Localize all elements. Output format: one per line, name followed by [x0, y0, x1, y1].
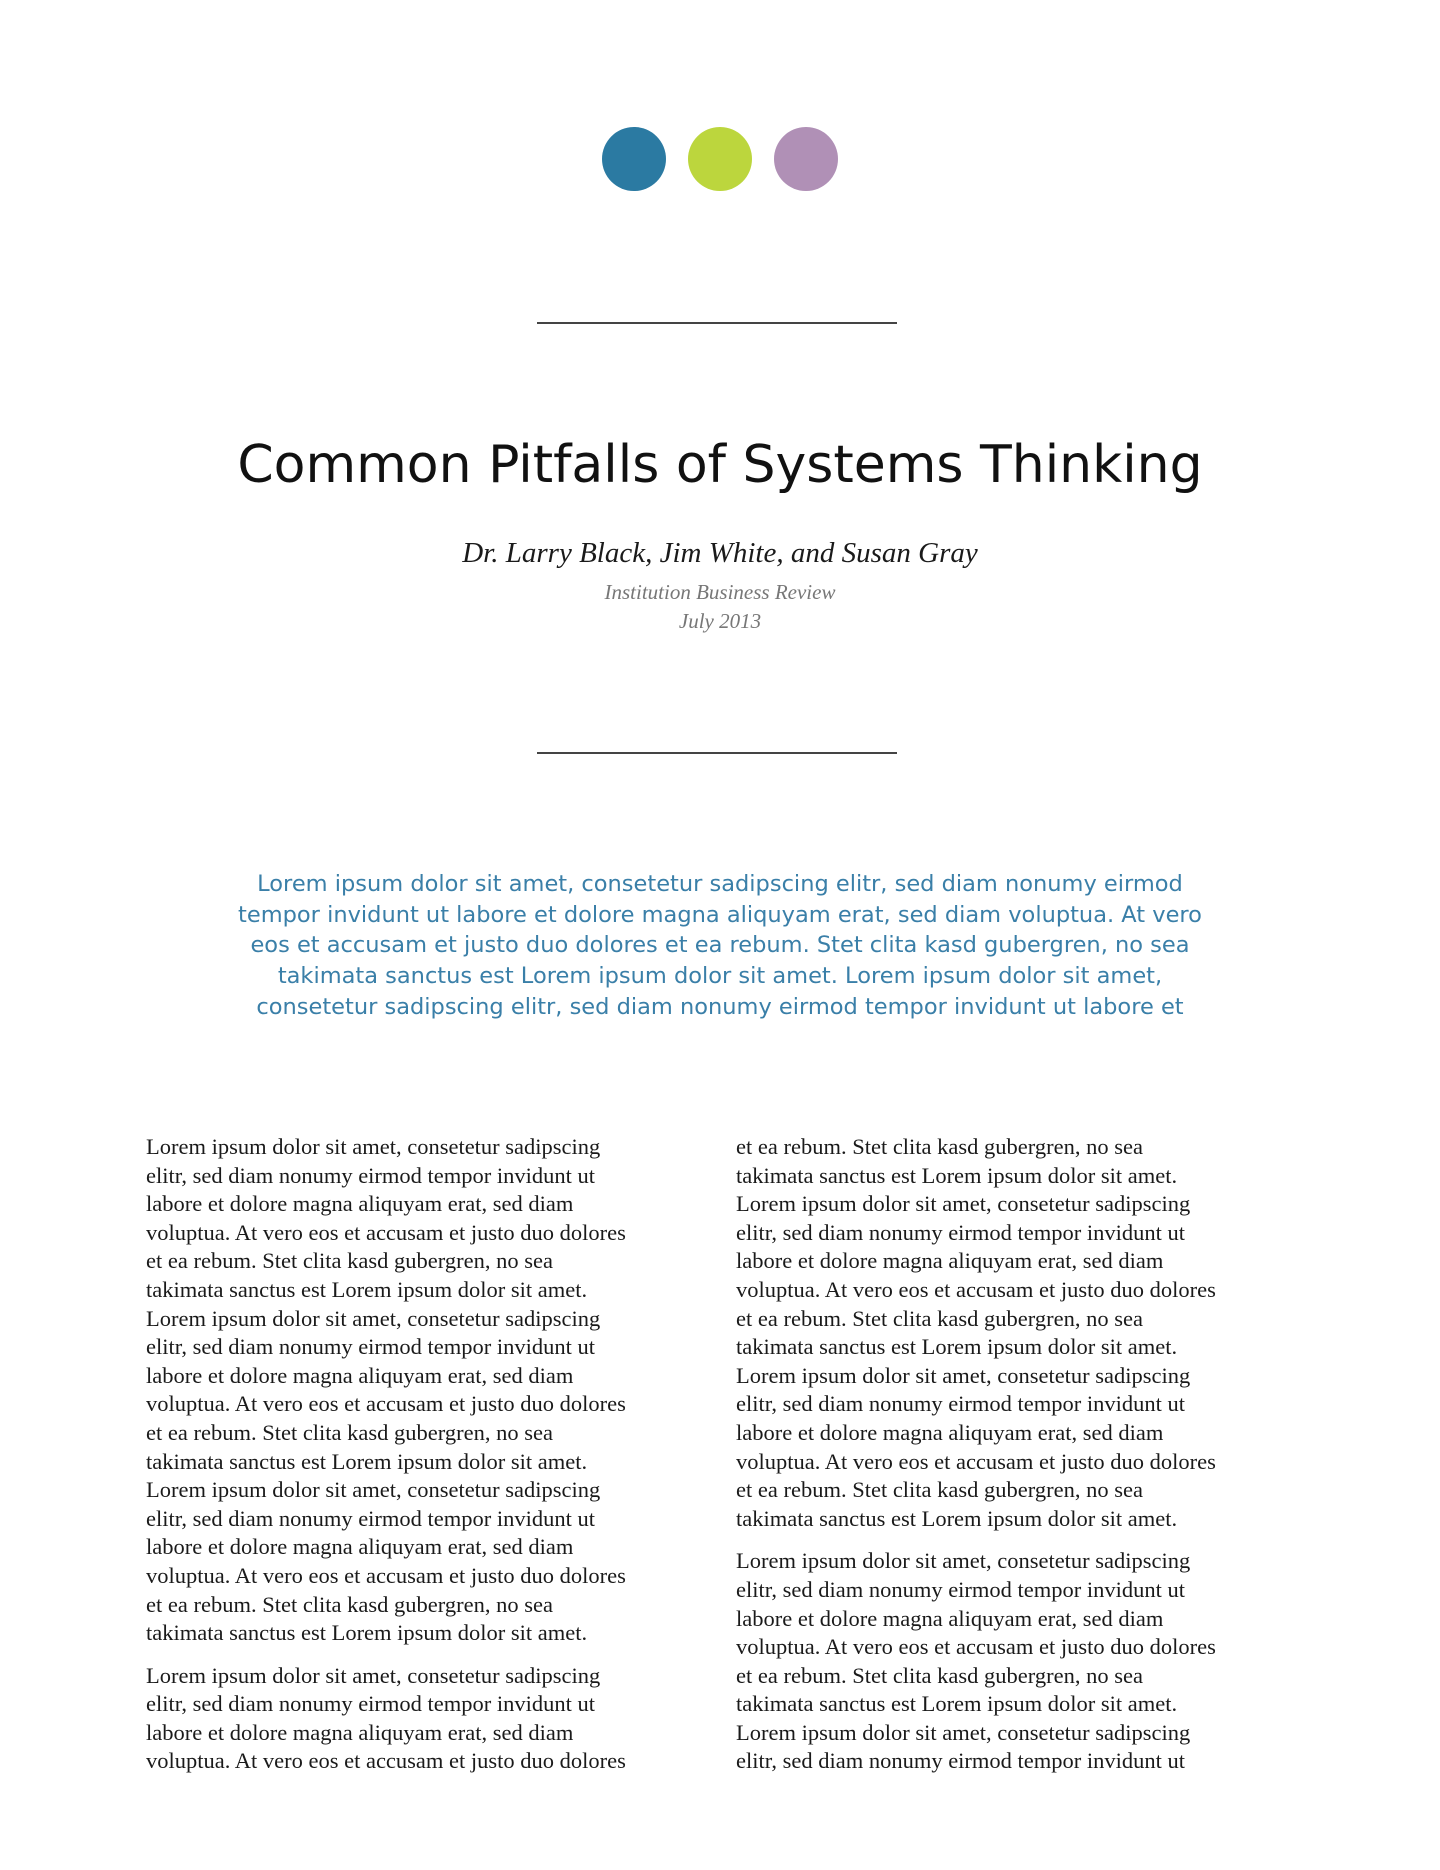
- bottom-divider: [537, 752, 897, 754]
- paragraph: Lorem ipsum dolor sit amet, consetetur sadipscing elitr, sed diam nonumy eirmod tempor invidunt ut labore et dolore magna aliquyam erat, sed diam voluptua. At vero eos et accusam et justo duo dolores: [146, 1662, 626, 1773]
- paragraph: Lorem ipsum dolor sit amet, consetetur sadipscing elitr, sed diam nonumy eirmod tempor invidunt ut labore et dolore magna aliquyam erat, sed diam voluptua. At vero eos et accusam et justo duo dolores et ea rebum. Stet clita kasd gubergren, no sea takimata sanctus est Lorem ipsum dolor sit amet. Lorem ipsum dolor sit amet, consetetur sadipscing elitr, sed diam nonumy eirmod tempor invidunt ut labore et dolore magna aliquyam erat, sed diam voluptua. At vero eos et accusam et justo duo dolores et ea rebum. Stet clita kasd gubergren, no sea takimata sanctus est Lorem ipsum dolor sit amet. Lorem ipsum dolor sit amet, consetetur sadipscing elitr, sed diam nonumy eirmod tempor invidunt ut labore et dolore magna aliquyam erat, sed diam voluptua. At vero eos et accusam et justo duo dolores et ea rebum. Stet clita kasd gubergren, no sea takimata sanctus est Lorem ipsum dolor sit amet.: [146, 1134, 626, 1646]
- paragraph: Lorem ipsum dolor sit amet, consetetur sadipscing elitr, sed diam nonumy eirmod tempor invidunt ut labore et dolore magna aliquyam erat, sed diam voluptua. At vero eos et accusam et justo duo dolores et ea rebum. Stet clita kasd gubergren, no sea takimata sanctus est Lorem ipsum dolor sit amet. Lorem ipsum dolor sit amet, consetetur sadipscing elitr, sed diam nonumy eirmod tempor invidunt ut: [736, 1548, 1216, 1773]
- paragraph: et ea rebum. Stet clita kasd gubergren, no sea takimata sanctus est Lorem ipsum dolor sit amet. Lorem ipsum dolor sit amet, consetetur sadipscing elitr, sed diam nonumy eirmod tempor invidunt ut labore et dolore magna aliquyam erat, sed diam voluptua. At vero eos et accusam et justo duo dolores et ea rebum. Stet clita kasd gubergren, no sea takimata sanctus est Lorem ipsum dolor sit amet. Lorem ipsum dolor sit amet, consetetur sadipscing elitr, sed diam nonumy eirmod tempor invidunt ut labore et dolore magna aliquyam erat, sed diam voluptua. At vero eos et accusam et justo duo dolores et ea rebum. Stet clita kasd gubergren, no sea takimata sanctus est Lorem ipsum dolor sit amet.: [736, 1134, 1216, 1531]
- top-divider: [537, 322, 897, 324]
- blue-dot: [602, 127, 666, 191]
- right-column: [736, 1133, 1286, 1773]
- journal-name: Institution Business Review: [604, 580, 836, 604]
- green-dot: [688, 127, 752, 191]
- page-title: Common Pitfalls of Systems Thinking: [237, 435, 1203, 495]
- abstract: Lorem ipsum dolor sit amet, consetetur sadipscing elitr, sed diam nonumy eirmod tempor invidunt ut labore et dolore magna aliquyam erat, sed diam voluptua. At vero eos et accusam et justo duo dolores et ea rebum. Stet clita kasd gubergren, no sea takimata sanctus est Lorem ipsum dolor sit amet. Lorem ipsum dolor sit amet, consetetur sadipscing elitr, sed diam nonumy eirmod tempor invidunt ut labore et: [238, 871, 1202, 1020]
- body-text: [146, 1133, 1286, 1773]
- purple-dot: [774, 127, 838, 191]
- publication-date: July 2013: [678, 609, 762, 633]
- brand-dots: [0, 127, 1440, 191]
- left-column: [146, 1133, 706, 1773]
- authors: Dr. Larry Black, Jim White, and Susan Gray: [462, 537, 978, 569]
